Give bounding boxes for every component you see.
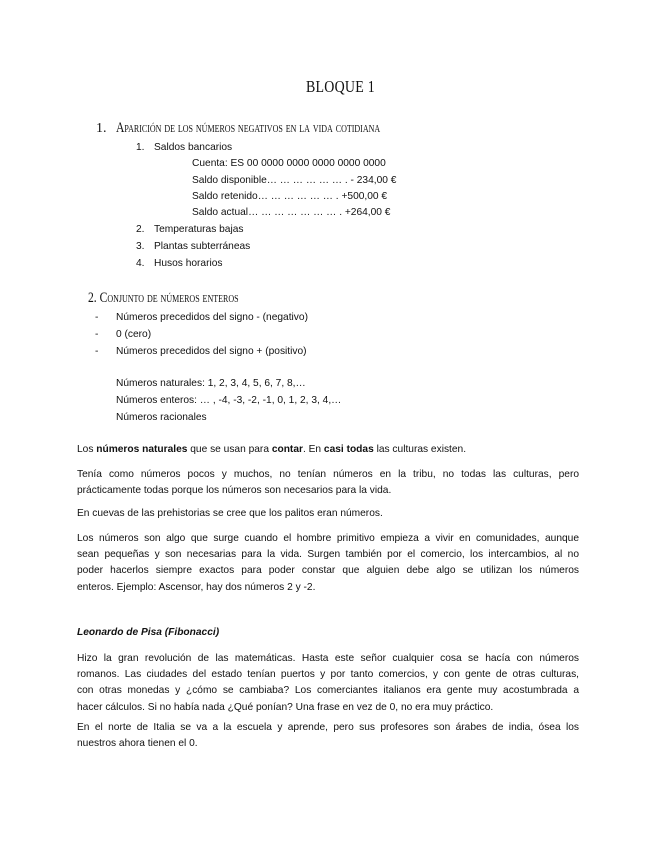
- fibonacci-heading: Leonardo de Pisa (Fibonacci): [77, 627, 220, 638]
- list-number: 3.: [136, 241, 145, 252]
- bullet-dash: -: [95, 346, 99, 357]
- list-number: 1.: [136, 142, 145, 153]
- section1-heading: Aparición de los números negativos en la vida cotidiana: [116, 120, 381, 136]
- list-number: 4.: [136, 258, 145, 269]
- list-item: Saldos bancarios: [154, 142, 233, 153]
- list-item: Husos horarios: [154, 258, 223, 269]
- rational-numbers: Números racionales: [116, 412, 207, 423]
- bullet-item: Números precedidos del signo - (negativo): [116, 312, 308, 323]
- paragraph-revolution: Hizo la gran revolución de las matemáticas. Hasta este señor cualquier cosa se hacía con números romanos. Las ciudades del estado tenían puertos y por tanto comercios, y con gente de otras culturas, con otras monedas y ¿cómo se cambiaba? Los comerciantes italianos era gente muy acostumbrada a hacer cálculos. Si no había nada ¿Qué ponían? Una frase en vez de 0, no era muy práctico.: [77, 653, 579, 713]
- list-item: Temperaturas bajas: [154, 224, 244, 235]
- paragraph-italy: En el norte de Italia se va a la escuela y aprende, pero sus profesores son árabes de india, ósea los nuestros ahora tienen el 0.: [77, 722, 579, 750]
- section1-number: 1.: [96, 121, 107, 136]
- paragraph-communities: Los números son algo que surge cuando el hombre primitivo empieza a vivir en comunidades, aunque sean pequeñas y son necesarias para la vida. Surgen también por el comercio, los intercambios, al no poder hacerlos siempre exactos para poder constar que alguien debe algo se utilizan los números enteros. Ejemplo: Ascensor, hay dos números 2 y -2.: [77, 533, 579, 593]
- bullet-item: Números precedidos del signo + (positivo): [116, 346, 307, 357]
- bullet-dash: -: [95, 329, 99, 340]
- list-number: 2.: [136, 224, 145, 235]
- list-item: Plantas subterráneas: [154, 241, 251, 252]
- current-balance: Saldo actual… … … … … … … . +264,00 €: [192, 207, 391, 218]
- paragraph-natural-numbers: Los números naturales que se usan para contar. En casi todas las culturas existen.: [77, 444, 467, 455]
- section2-heading: 2. Conjunto de números enteros: [88, 290, 239, 306]
- paragraph-tribes: Tenía como números pocos y muchos, no tenían números en la tribu, no todas las culturas, pero prácticamente todas porque los números son necesarios para la vida.: [77, 469, 579, 497]
- available-balance: Saldo disponible… … … … … … . - 234,00 €: [192, 175, 397, 186]
- page-title: BLOQUE 1: [306, 77, 375, 96]
- bullet-dash: -: [95, 312, 99, 323]
- account-number: Cuenta: ES 00 0000 0000 0000 0000 0000: [192, 158, 386, 169]
- bullet-item: 0 (cero): [116, 329, 152, 340]
- natural-numbers: Números naturales: 1, 2, 3, 4, 5, 6, 7, 8,…: [116, 378, 306, 389]
- retained-balance: Saldo retenido… … … … … … . +500,00 €: [192, 191, 388, 202]
- paragraph-caves: En cuevas de las prehistorias se cree que los palitos eran números.: [77, 508, 383, 519]
- integer-numbers: Números enteros: … , -4, -3, -2, -1, 0, 1, 2, 3, 4,…: [116, 395, 342, 406]
